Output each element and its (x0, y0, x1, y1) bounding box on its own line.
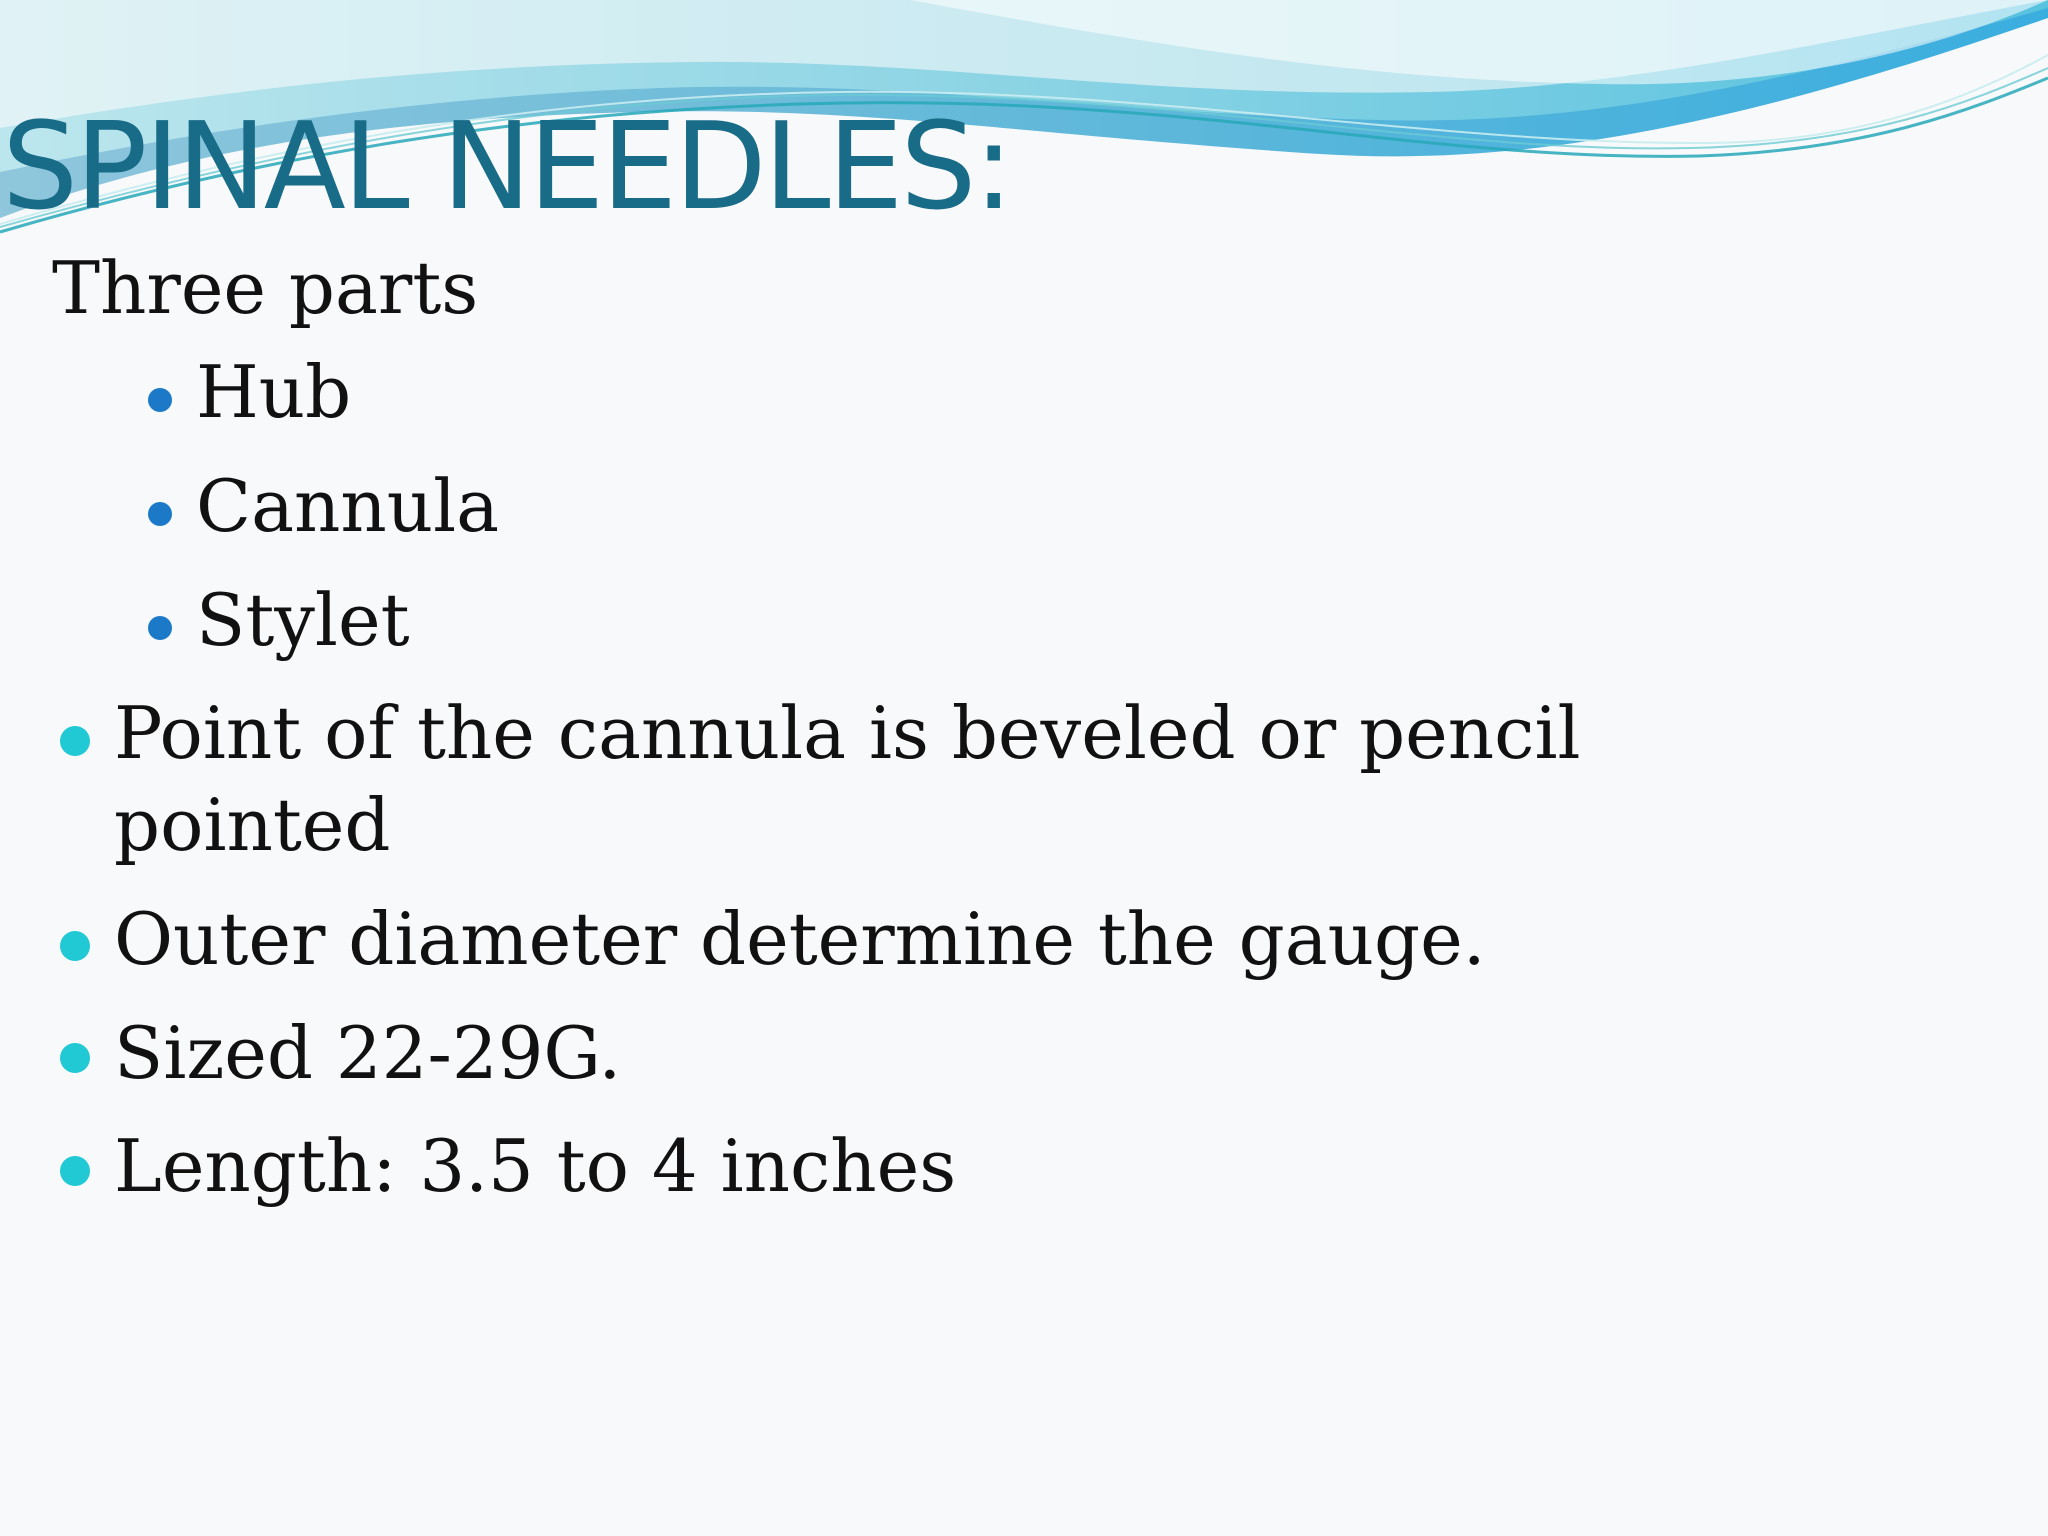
list-item-line-1: Point of the cannula is beveled or pencil (114, 691, 1581, 775)
list-item-text: Sized 22-29G. (114, 1011, 622, 1095)
main-bullet-icon (60, 726, 90, 756)
list-item-text: Length: 3.5 to 4 inches (114, 1124, 957, 1208)
list-item-line-2: pointed (114, 783, 391, 867)
sub-list-item-label: Stylet (196, 578, 410, 662)
slide-title: SPINAL NEEDLES: (2, 98, 1011, 237)
sub-list-item-label: Cannula (196, 464, 500, 548)
sub-bullet-icon (148, 502, 172, 526)
main-bullet-icon (60, 1043, 90, 1073)
main-bullet-icon (60, 1156, 90, 1186)
sub-bullet-icon (148, 616, 172, 640)
main-bullet-icon (60, 931, 90, 961)
intro-text: Three parts (52, 246, 479, 330)
list-item-text: Outer diameter determine the gauge. (114, 897, 1486, 981)
sub-list-item-label: Hub (196, 350, 352, 434)
sub-bullet-icon (148, 388, 172, 412)
